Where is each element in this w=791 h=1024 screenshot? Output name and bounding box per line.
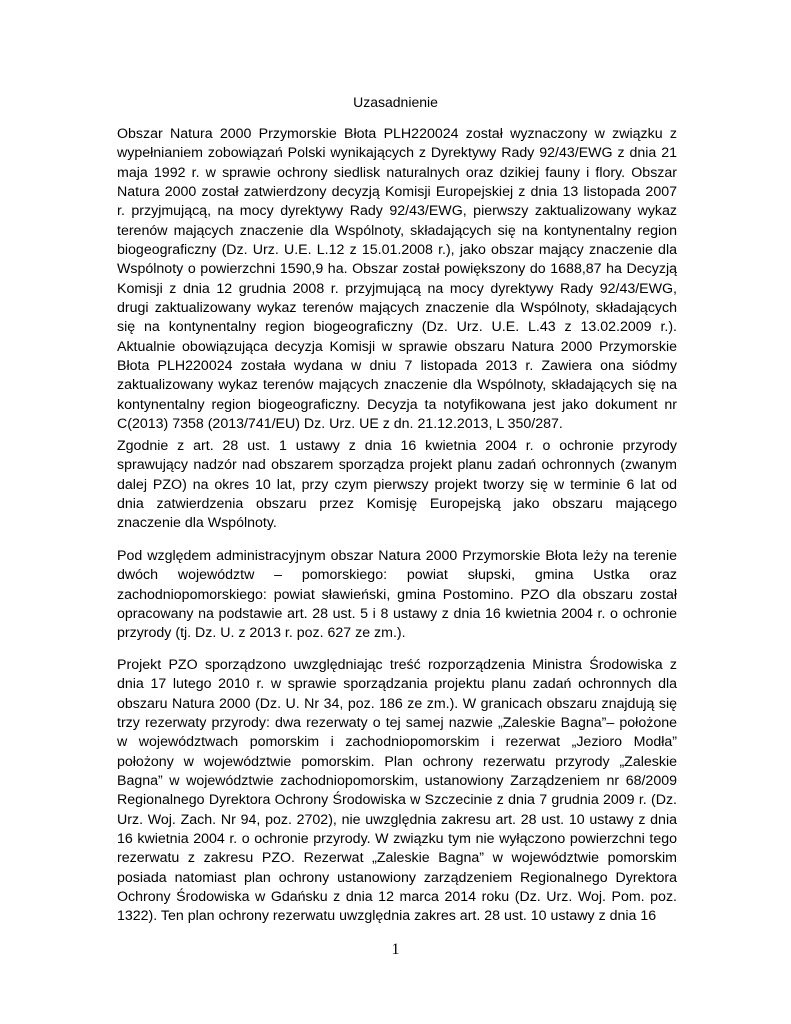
text-line: Wspólnoty o powierzchni 1590,9 ha. Obszar został powiększony do 1688,87 ha Decyzją [117, 261, 677, 278]
text-line: Ochrony Środowiska w Gdańsku z dnia 12 marca 2014 roku (Dz. Urz. Woj. Pom. poz. [117, 889, 677, 906]
text-line: sprawujący nadzór nad obszarem sporządza projekt planu zadań ochronnych (zwanym [117, 457, 677, 474]
text-line: Natura 2000 został zatwierdzony decyzją Komisji Europejskiej z dnia 13 listopada 2007 [117, 184, 677, 201]
text-line: dalej PZO) na okres 10 lat, przy czym pierwszy projekt tworzy się w terminie 6 lat od [117, 476, 677, 493]
page-title: Uzasadnienie [353, 94, 438, 110]
paragraph [117, 437, 677, 534]
text-line: opracowany na podstawie art. 28 ust. 5 i 8 ustawy z dnia 16 kwietnia 2004 r. o ochronie [117, 606, 677, 623]
text-line: dnia zatwierdzenia obszaru przez Komisję Europejską jako obszaru mającego [117, 496, 677, 513]
text-line: 1322). Ten plan ochrony rezerwatu uwzględnia zakres art. 28 ust. 10 ustawy z dnia 16 [117, 908, 657, 925]
text-line: się na kontynentalny region biogeograficzny (Dz. Urz. U.E. L.43 z 13.02.2009 r.). [117, 319, 677, 336]
text-line: w województwach pomorskim i zachodniopomorskim i rezerwat „Jezioro Modła” [117, 734, 677, 751]
paragraph [117, 656, 677, 927]
text-line: położony w województwie pomorskim. Plan ochrony rezerwatu przyrody „Zaleskie [117, 753, 677, 770]
text-line: r. przyjmującą, na mocy dyrektywy Rady 92/43/EWG, pierwszy zaktualizowany wykaz [117, 203, 677, 220]
text-line: biogeograficzny (Dz. Urz. U.E. L.12 z 15.01.2008 r.), jako obszar mający znaczenie dla [117, 242, 677, 259]
text-line: przyrody (tj. Dz. U. z 2013 r. poz. 627 ze zm.). [117, 625, 406, 642]
text-line: Pod względem administracyjnym obszar Natura 2000 Przymorskie Błota leży na terenie [117, 548, 677, 564]
text-line: drugi zaktualizowany wykaz terenów mających znaczenie dla Wspólnoty, składających [117, 300, 677, 317]
text-line: Błota PLH220024 została wydana w dniu 7 listopada 2013 r. Zawiera ona siódmy [117, 358, 677, 375]
text-line: Regionalnego Dyrektora Ochrony Środowiska w Szczecinie z dnia 7 grudnia 2009 r. (Dz. [117, 792, 677, 809]
text-line: wypełnianiem zobowiązań Polski wynikających z Dyrektywy Rady 92/43/EWG z dnia 21 [117, 145, 677, 162]
text-line: dnia 17 lutego 2010 r. w sprawie sporządzania projektu planu zadań ochronnych dla [117, 676, 677, 693]
text-line: dwóch województw – pomorskiego: powiat słupski, gmina Ustka oraz [117, 567, 677, 584]
text-line: Komisji z dnia 12 grudnia 2008 r. przyjmującą na mocy dyrektywy Rady 92/43/EWG, [117, 280, 677, 297]
text-line: Aktualnie obowiązująca decyzja Komisji w sprawie obszaru Natura 2000 Przymorskie [117, 338, 677, 355]
text-line: Zgodnie z art. 28 ust. 1 ustawy z dnia 16 kwietnia 2004 r. o ochronie przyrody [117, 438, 677, 454]
text-line: posiada natomiast plan ochrony ustanowiony zarządzeniem Regionalnego Dyrektora [117, 869, 677, 886]
text-line: zachodniopomorskiego: powiat sławieński, gmina Postomino. PZO dla obszaru został [117, 586, 677, 603]
text-line: Urz. Woj. Zach. Nr 94, poz. 2702), nie uwzględnia zakresu art. 28 ust. 10 ustawy z dnia [117, 811, 677, 828]
text-line: Projekt PZO sporządzono uwzględniając treść rozporządzenia Ministra Środowiska z [117, 657, 677, 673]
text-line: maja 1992 r. w sprawie ochrony siedlisk naturalnych oraz dzikiej fauny i flory. Obszar [117, 164, 677, 181]
text-line: trzy rezerwaty przyrody: dwa rezerwaty o tej samej nazwie „Zaleskie Bagna”– położone [117, 715, 677, 732]
paragraph [117, 125, 677, 435]
text-line: kontynentalny region biogeograficzny. Decyzja ta notyfikowana jest jako dokument nr [117, 396, 677, 413]
paragraph [117, 547, 677, 644]
text-line: rezerwatu z zakresu PZO. Rezerwat „Zaleskie Bagna” w województwie pomorskim [117, 850, 677, 867]
text-line: 16 kwietnia 2004 r. o ochronie przyrody. W związku tym nie wyłączono powierzchni tego [117, 831, 677, 848]
text-line: obszaru Natura 2000 (Dz. U. Nr 34, poz. 186 ze zm.). W granicach obszaru znajdują się [117, 695, 677, 712]
text-line: Bagna” w województwie zachodniopomorskim, ustanowiony Zarządzeniem nr 68/2009 [117, 773, 677, 790]
text-line: Obszar Natura 2000 Przymorskie Błota PLH220024 został wyznaczony w związku z [117, 126, 677, 142]
text-line: terenów mających znaczenie dla Wspólnoty, składających się na kontynentalny region [117, 222, 677, 239]
text-line: zaktualizowany wykaz terenów mających znaczenie dla Wspólnoty, składających się na [117, 377, 677, 394]
text-line: C(2013) 7358 (2013/741/EU) Dz. Urz. UE z dn. 21.12.2013, L 350/287. [117, 416, 563, 433]
page-number: 1 [391, 941, 400, 958]
text-line: znaczenie dla Wspólnoty. [117, 515, 277, 532]
